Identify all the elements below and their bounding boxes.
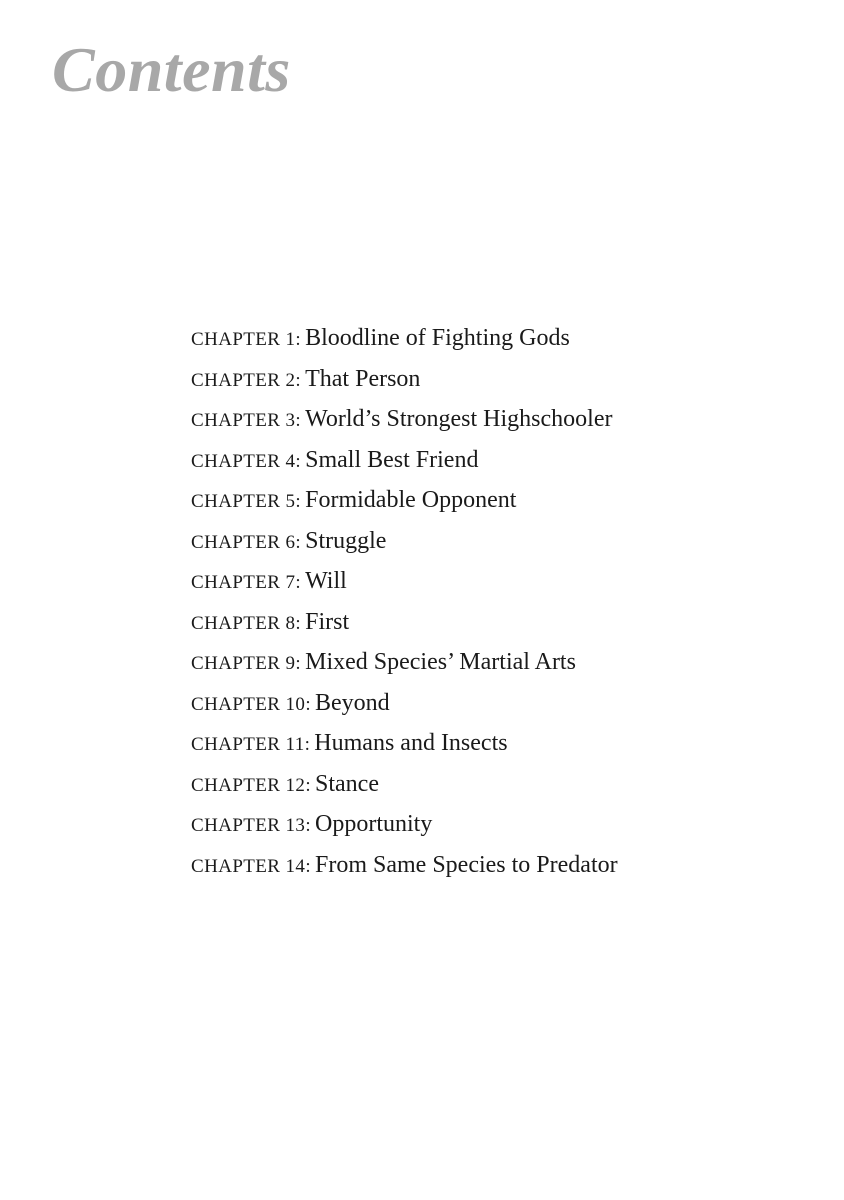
chapter-title: Small Best Friend: [305, 446, 479, 473]
chapter-title: Struggle: [305, 527, 387, 554]
toc-entry-chapter-9[interactable]: [191, 642, 618, 683]
toc-entry-chapter-8[interactable]: [191, 602, 618, 643]
toc-entry-chapter-7[interactable]: [191, 561, 618, 602]
chapter-number: CHAPTER 8:: [191, 612, 302, 634]
toc-entry-chapter-12[interactable]: [191, 764, 618, 805]
chapter-number: CHAPTER 7:: [191, 572, 302, 593]
chapter-title: Humans and Insects: [314, 730, 508, 756]
chapter-title: World’s Strongest Highschooler: [305, 406, 613, 432]
chapter-number: CHAPTER 13:: [191, 815, 311, 836]
toc-entry-chapter-4[interactable]: [191, 440, 618, 481]
chapter-number: CHAPTER 6:: [191, 531, 302, 553]
chapter-number: CHAPTER 10:: [191, 693, 311, 715]
toc-entry-chapter-10[interactable]: [191, 683, 618, 724]
chapter-title: First: [305, 608, 350, 635]
chapter-title: That Person: [305, 365, 421, 392]
toc-entry-chapter-5[interactable]: [191, 480, 618, 521]
chapter-title: Will: [305, 568, 347, 594]
chapter-title: From Same Species to Predator: [315, 851, 618, 878]
chapter-number: CHAPTER 5:: [191, 491, 302, 512]
toc-entry-chapter-2[interactable]: [191, 359, 618, 400]
toc-entry-chapter-3[interactable]: [191, 399, 618, 440]
chapter-number: CHAPTER 12:: [191, 774, 311, 796]
toc-entry-chapter-1[interactable]: [191, 318, 618, 359]
chapter-number: CHAPTER 3:: [191, 410, 302, 431]
chapter-number: CHAPTER 9:: [191, 653, 302, 674]
chapter-number: CHAPTER 1:: [191, 329, 302, 350]
chapter-title: Beyond: [315, 689, 390, 716]
chapter-title: Formidable Opponent: [305, 487, 517, 513]
table-of-contents: [191, 318, 618, 885]
chapter-title: Stance: [315, 770, 379, 797]
page-title: Contents: [52, 34, 291, 105]
chapter-title: Mixed Species’ Martial Arts: [305, 649, 576, 675]
chapter-number: CHAPTER 14:: [191, 855, 311, 877]
toc-entry-chapter-6[interactable]: [191, 521, 618, 562]
toc-entry-chapter-11[interactable]: [191, 723, 618, 764]
chapter-number: CHAPTER 4:: [191, 450, 302, 472]
toc-entry-chapter-13[interactable]: [191, 804, 618, 845]
toc-entry-chapter-14[interactable]: [191, 845, 618, 886]
chapter-number: CHAPTER 2:: [191, 369, 302, 391]
chapter-title: Bloodline of Fighting Gods: [305, 325, 570, 351]
chapter-number: CHAPTER 11:: [191, 734, 311, 755]
chapter-title: Opportunity: [315, 811, 433, 837]
